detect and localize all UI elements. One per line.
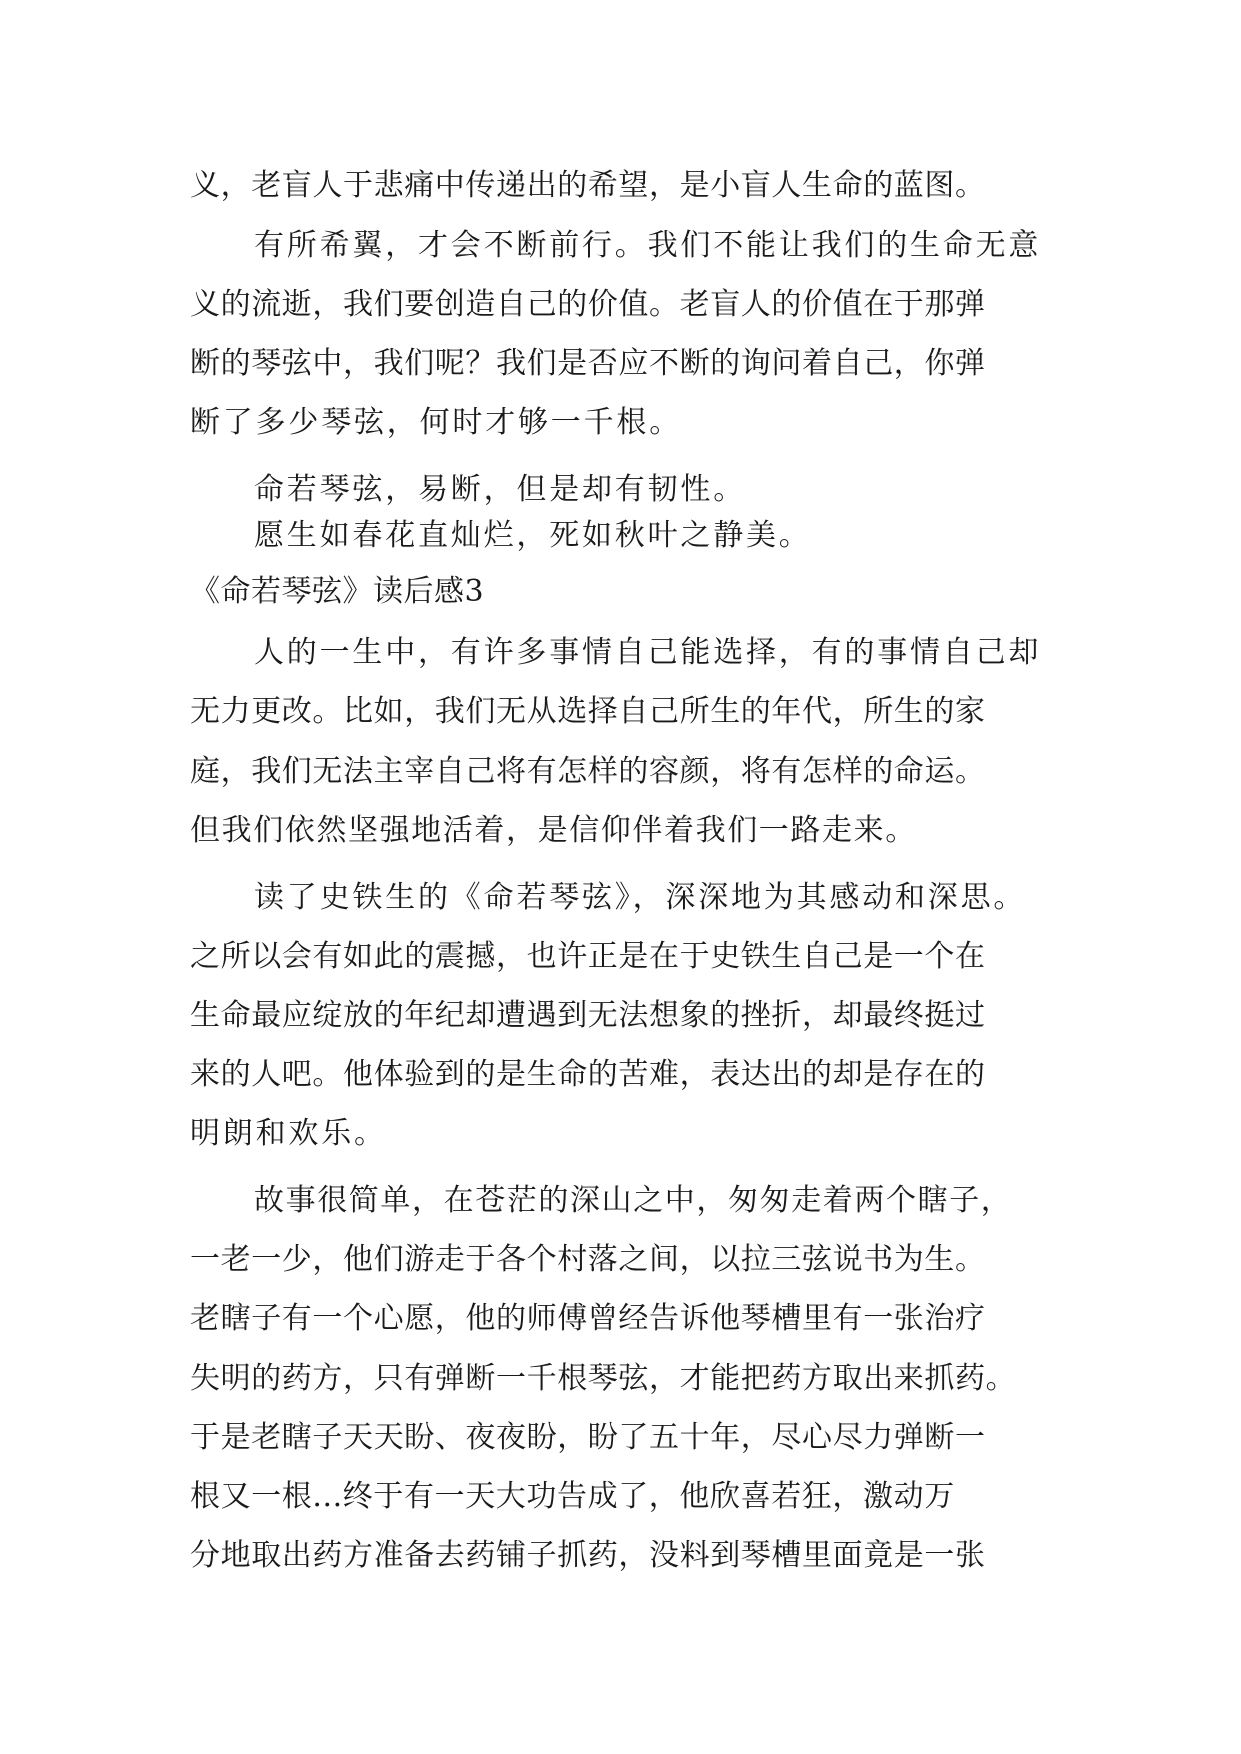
text-line: 命若琴弦，易断，但是却有韧性。 — [254, 472, 746, 507]
text-line: 人的一生中，有许多事情自己能选择，有的事情自己却 — [254, 635, 1042, 670]
text-line: 来的人吧。他体验到的是生命的苦难，表达出的却是存在的 — [190, 1057, 986, 1092]
text-line: 一老一少，他们游走于各个村落之间，以拉三弦说书为生。 — [190, 1242, 986, 1277]
text-line: 根又一根...终于有一天大功告成了，他欣喜若狂，激动万 — [190, 1479, 955, 1514]
section-heading: 《命若琴弦》读后感3 — [190, 574, 485, 609]
text-line: 但我们依然坚强地活着，是信仰伴着我们一路走来。 — [190, 813, 917, 848]
text-line: 之所以会有如此的震撼，也许正是在于史铁生自己是一个在 — [190, 939, 986, 974]
text-line: 明朗和欢乐。 — [190, 1116, 387, 1151]
text-line: 故事很简单，在苍茫的深山之中，匆匆走着两个瞎子， — [254, 1183, 1013, 1218]
text-line: 愿生如春花直灿烂，死如秋叶之静美。 — [254, 518, 812, 553]
text-line: 读了史铁生的《命若琴弦》，深深地为其感动和深思。 — [254, 880, 1027, 915]
text-line: 于是老瞎子天天盼、夜夜盼，盼了五十年，尽心尽力弹断一 — [190, 1420, 986, 1455]
text-line: 老瞎子有一个心愿，他的师傅曾经告诉他琴槽里有一张治疗 — [190, 1301, 986, 1336]
text-line: 生命最应绽放的年纪却遭遇到无法想象的挫折，却最终挺过 — [190, 998, 986, 1033]
text-line: 庭，我们无法主宰自己将有怎样的容颜，将有怎样的命运。 — [190, 754, 986, 789]
text-line: 失明的药方，只有弹断一千根琴弦，才能把药方取出来抓药。 — [190, 1361, 1017, 1396]
text-line: 断的琴弦中，我们呢？我们是否应不断的询问着自己，你弹 — [190, 346, 986, 381]
text-line: 无力更改。比如，我们无从选择自己所生的年代，所生的家 — [190, 694, 986, 729]
text-line: 义，老盲人于悲痛中传递出的希望，是小盲人生命的蓝图。 — [190, 168, 986, 203]
text-line: 断了多少琴弦，何时才够一千根。 — [190, 405, 682, 440]
text-line: 分地取出药方准备去药铺子抓药，没料到琴槽里面竟是一张 — [190, 1538, 986, 1573]
text-line: 有所希翼，才会不断前行。我们不能让我们的生命无意 — [254, 228, 1042, 263]
text-line: 义的流逝，我们要创造自己的价值。老盲人的价值在于那弹 — [190, 287, 986, 322]
